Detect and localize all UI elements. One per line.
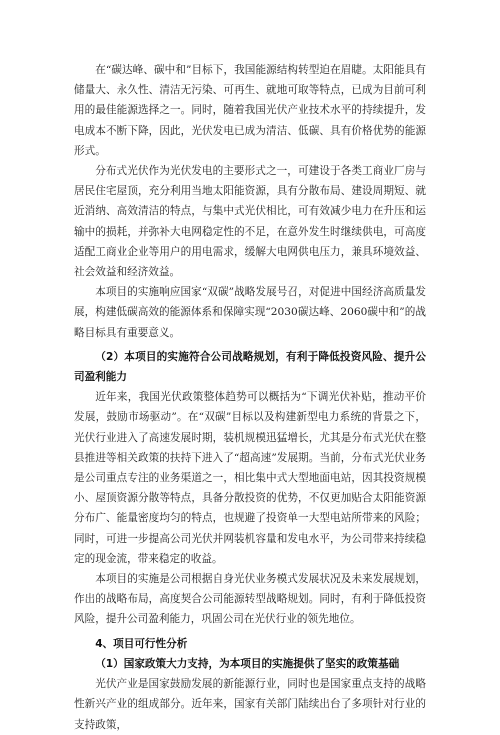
subsection-heading-policy-support: （1）国家政策大力支持，为本项目的实施提供了坚实的政策基础 (95, 657, 400, 670)
document-body (74, 60, 426, 735)
paragraph-dual-carbon-response: 本项目的实施响应国家“双碳”战略发展号召，对促进中国经济高质量发展，构建低碳高效的能源体系和保障实现“2030碳达峰、2060碳中和”的战略目标具有重要意义。 (74, 286, 426, 339)
section-heading-strategy: （2）本项目的实施符合公司战略规划，有利于降低投资风险、提升公司盈利能力 (74, 350, 426, 384)
section-heading-feasibility: 4、项目可行性分析 (95, 637, 188, 650)
paragraph-distributed-pv: 分布式光伏作为光伏发电的主要形式之一，可建设于各类工商业厂房与居民住宅屋顶，充分利用当地太阳能资源，具有分散布局、建设周期短、就近消纳、高效清洁的特点，与集中式光伏相比，可有效减少电力在升压和运输中的损耗，并弥补大电网稳定性的不足，在意外发生时继续供电，可高度适配工商业企业等用户的用电需求，缓解大电网供电压力，兼具环境效益、社会效益和经济效益。 (74, 165, 426, 279)
paragraph-strategic-layout: 本项目的实施是公司根据自身光伏业务模式发展状况及未来发展规划，作出的战略布局，高度契合公司能源转型战略规划。同时，有利于降低投资风险，提升公司盈利能力，巩固公司在光伏行业的领先地位。 (74, 573, 426, 626)
paragraph-policy-trend: 近年来，我国光伏政策整体趋势可以概括为“下调光伏补贴，推动平价发展，鼓励市场驱动”。在“双碳”目标以及构建新型电力系统的背景之下，光伏行业进入了高速发展时期，装机规模迅猛增长，尤其是分布式光伏在整县推进等相关政策的扶持下进入了“超高速”发展期。当前，分布式光伏业务是公司重点专注的业务渠道之一，相比集中式大型地面电站，因其投资规模小、屋顶资源分散等特点，具备分散投资的优势，不仅更加贴合太阳能资源分布广、能量密度均匀的特点，也规避了投资单一大型电站所带来的风险；同时，可进一步提高公司光伏并网装机容量和发电水平，为公司带来持续稳定的现金流，带来稳定的收益。 (74, 391, 426, 565)
paragraph-energy-transition: 在“碳达峰、碳中和”目标下，我国能源结构转型迫在眉睫。太阳能具有储量大、永久性、清洁无污染、可再生、就地可取等特点，已成为目前可利用的最佳能源选择之一。同时，随着我国光伏产业技术水平的持续提升，发电成本不断下降，因此，光伏发电已成为清洁、低碳、具有价格优势的能源形式。 (74, 64, 426, 157)
paragraph-industry-support: 光伏产业是国家鼓励发展的新能源行业，同时也是国家重点支持的战略性新兴产业的组成部分。近年来，国家有关部门陆续出台了多项针对行业的支持政策， (74, 678, 426, 731)
